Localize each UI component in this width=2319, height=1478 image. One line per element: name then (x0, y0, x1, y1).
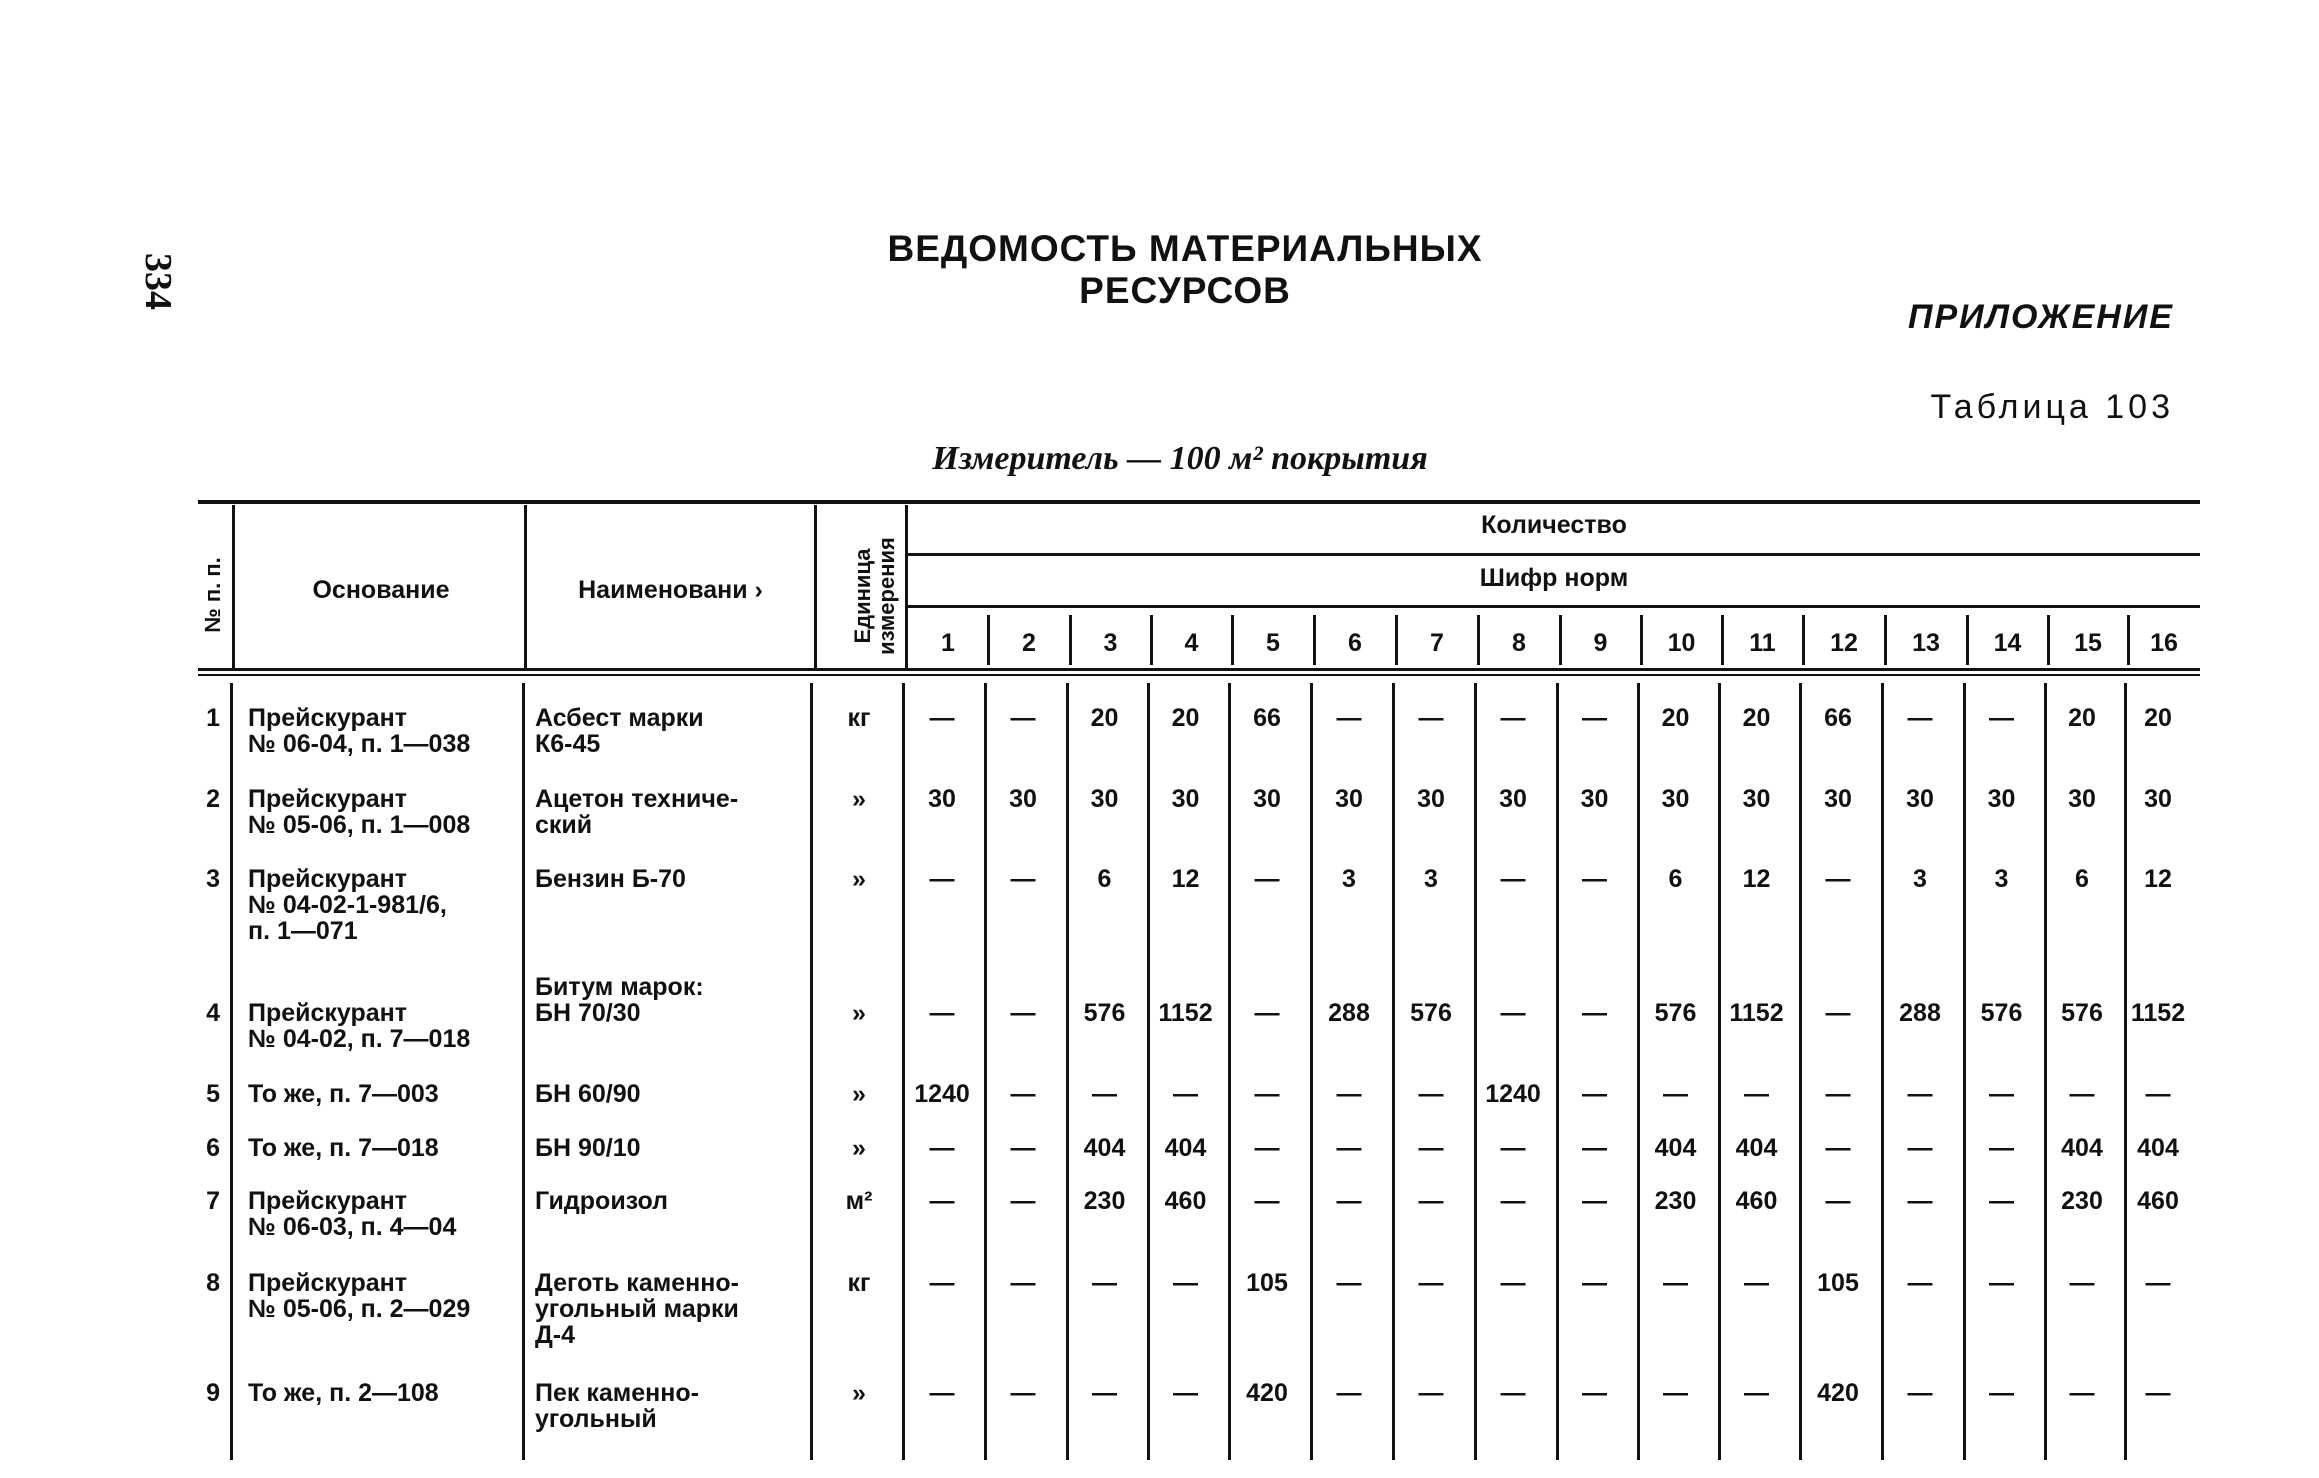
row-unit: м² (845, 1187, 873, 1215)
row-value: — (1010, 1187, 1036, 1215)
row-value: — (1989, 1379, 2014, 1407)
row-value: 3 (1913, 865, 1927, 893)
row-value: — (1582, 1269, 1607, 1297)
row-basis: Прейскурант № 05-06, п. 1—008 (248, 785, 471, 839)
row-value: — (1418, 1134, 1444, 1162)
row-value: 6 (1668, 865, 1683, 893)
row-value: — (1254, 865, 1280, 893)
row-value: 404 (2137, 1134, 2179, 1162)
row-value: 20 (1090, 704, 1119, 732)
row-value: 288 (1899, 999, 1941, 1027)
header-divider (814, 505, 817, 670)
row-value: — (1500, 865, 1526, 893)
row-value: 576 (1083, 999, 1126, 1027)
row-unit: » (852, 1080, 866, 1108)
row-value: — (929, 1379, 955, 1407)
row-value: 66 (1253, 704, 1281, 732)
row-value: — (1989, 1269, 2014, 1297)
row-value: — (1582, 999, 1607, 1027)
row-value: — (1582, 704, 1607, 732)
row-name: Бензин Б-70 (535, 865, 686, 893)
row-number: 4 (206, 999, 220, 1027)
row-unit: » (852, 1379, 866, 1407)
row-value: — (1092, 1379, 1117, 1407)
row-value: 30 (1742, 785, 1771, 813)
row-value: 460 (1164, 1187, 1207, 1215)
row-number: 7 (206, 1187, 220, 1215)
row-unit: » (852, 865, 866, 893)
row-value: 30 (2068, 785, 2096, 813)
norm-column-header: 8 (1512, 628, 1526, 657)
row-value: 460 (1735, 1187, 1778, 1215)
row-value: — (1907, 1379, 1933, 1407)
norm-column-header: 10 (1667, 628, 1696, 657)
measurer-caption: Измеритель — 100 м² покрытия (932, 440, 1428, 477)
row-value: — (1173, 1379, 1198, 1407)
row-value: — (1825, 999, 1851, 1027)
row-value: 3 (1994, 865, 2009, 893)
row-value: — (1010, 1134, 1036, 1162)
row-value: 66 (1824, 704, 1852, 732)
row-number: 1 (206, 704, 220, 732)
row-value: — (1336, 704, 1362, 732)
row-value: — (1254, 1080, 1280, 1108)
row-value: 3 (1424, 865, 1438, 893)
norm-column-header: 3 (1103, 628, 1118, 657)
row-value: — (1582, 865, 1607, 893)
row-value: — (2069, 1269, 2095, 1297)
header-divider (524, 505, 527, 670)
row-value: — (1336, 1379, 1362, 1407)
row-value: — (1907, 1187, 1933, 1215)
norm-column-header: 1 (941, 628, 955, 657)
row-value: 30 (1661, 785, 1690, 813)
row-value: — (929, 1134, 955, 1162)
row-value: 6 (1097, 865, 1112, 893)
row-value: 420 (1817, 1379, 1859, 1407)
row-value: — (2069, 1379, 2095, 1407)
body-divider (522, 683, 525, 1460)
row-value: 30 (1906, 785, 1934, 813)
row-value: 30 (1417, 785, 1445, 813)
row-value: — (1744, 1080, 1769, 1108)
row-unit: » (852, 1134, 866, 1162)
row-number: 6 (206, 1134, 220, 1162)
header-name: Наименовани › (578, 575, 763, 604)
row-value: — (1582, 1080, 1607, 1108)
row-value: — (1663, 1269, 1688, 1297)
row-value: — (929, 1269, 955, 1297)
row-value: 576 (2061, 999, 2103, 1027)
row-basis: Прейскурант № 04-02, п. 7—018 (248, 999, 471, 1053)
row-basis: Прейскурант № 06-04, п. 1—038 (248, 704, 471, 758)
row-value: — (1825, 1187, 1851, 1215)
row-value: — (929, 999, 955, 1027)
row-value: — (2145, 1379, 2171, 1407)
body-divider (230, 683, 233, 1460)
row-value: — (1500, 1134, 1526, 1162)
row-basis: То же, п. 7—003 (248, 1080, 439, 1108)
row-basis: Прейскурант № 04-02-1-981/6, п. 1—071 (248, 865, 447, 945)
row-value: 6 (2075, 865, 2089, 893)
row-value: 404 (1083, 1134, 1126, 1162)
row-value: 20 (1661, 704, 1690, 732)
appendix-label: ПРИЛОЖЕНИЕ (1908, 298, 2174, 336)
row-value: — (1092, 1269, 1117, 1297)
row-value: — (1907, 1269, 1933, 1297)
row-value: — (929, 1187, 955, 1215)
row-value: 12 (1742, 865, 1771, 893)
row-value: — (1500, 999, 1526, 1027)
row-value: 12 (2144, 865, 2172, 893)
row-value: 20 (2144, 704, 2172, 732)
row-value: — (1336, 1187, 1362, 1215)
row-value: — (1254, 999, 1280, 1027)
norm-column-header: 5 (1266, 628, 1280, 657)
row-value: — (1500, 1379, 1526, 1407)
norm-column-header: 16 (2150, 628, 2178, 657)
row-name: БН 90/10 (535, 1134, 641, 1162)
row-value: 1152 (1729, 999, 1784, 1027)
row-value: — (1907, 1134, 1933, 1162)
row-value: — (1582, 1134, 1607, 1162)
row-value: 12 (1171, 865, 1200, 893)
row-value: — (929, 865, 955, 893)
row-unit: » (852, 785, 866, 813)
page-number: 334 (137, 253, 179, 310)
row-value: — (1418, 1269, 1444, 1297)
row-value: 30 (1499, 785, 1527, 813)
row-value: 404 (1654, 1134, 1697, 1162)
row-value: — (1500, 1269, 1526, 1297)
row-value: — (1989, 1134, 2014, 1162)
row-value: 30 (1090, 785, 1119, 813)
header-basis: Основание (312, 575, 450, 604)
norm-column-header: 6 (1348, 628, 1362, 657)
row-name: БН 60/90 (535, 1080, 641, 1108)
row-value: 576 (1654, 999, 1697, 1027)
row-name: Ацетон техниче- ский (535, 785, 739, 839)
norms-rule (908, 605, 2200, 608)
row-value: 460 (2137, 1187, 2179, 1215)
row-value: — (2145, 1269, 2171, 1297)
row-value: 230 (1654, 1187, 1697, 1215)
row-value: 30 (928, 785, 956, 813)
row-name: Битум марок: БН 70/30 (535, 973, 704, 1027)
row-basis: То же, п. 2—108 (248, 1379, 439, 1407)
row-value: 420 (1246, 1379, 1288, 1407)
row-value: — (2069, 1080, 2095, 1108)
row-value: — (1336, 1080, 1362, 1108)
norm-column-header: 11 (1749, 628, 1776, 657)
norm-column-header: 7 (1430, 628, 1444, 657)
row-value: — (1582, 1379, 1607, 1407)
row-value: — (1907, 704, 1933, 732)
row-value: — (2145, 1080, 2171, 1108)
row-value: — (1010, 704, 1036, 732)
row-value: 1152 (2130, 999, 2186, 1027)
row-name: Деготь каменно- угольный марки Д-4 (535, 1269, 739, 1349)
row-value: — (1989, 1080, 2014, 1108)
header-unit: Единица измерения (850, 537, 899, 655)
norm-column-header: 12 (1830, 628, 1858, 657)
row-value: — (1663, 1379, 1688, 1407)
row-value: — (1010, 1080, 1036, 1108)
row-value: — (1418, 1379, 1444, 1407)
body-divider (810, 683, 813, 1460)
row-name: Гидроизол (535, 1187, 669, 1215)
row-value: — (1010, 865, 1036, 893)
row-value: — (1500, 1187, 1526, 1215)
row-value: 105 (1817, 1269, 1859, 1297)
row-value: 30 (2144, 785, 2172, 813)
row-value: 576 (1410, 999, 1452, 1027)
row-value: 288 (1328, 999, 1370, 1027)
header-bottom-rule-2 (198, 674, 2200, 676)
header-bottom-rule (198, 668, 2200, 671)
row-unit: кг (847, 704, 871, 732)
row-number: 3 (206, 865, 220, 893)
row-value: — (1173, 1080, 1198, 1108)
norm-column-header: 15 (2074, 628, 2102, 657)
row-value: 30 (1009, 785, 1037, 813)
row-name: Асбест марки К6-45 (535, 704, 704, 758)
row-value: 105 (1246, 1269, 1288, 1297)
row-value: 1152 (1158, 999, 1213, 1027)
row-unit: кг (847, 1269, 871, 1297)
row-value: — (1663, 1080, 1688, 1108)
row-value: 230 (1083, 1187, 1126, 1215)
row-value: 30 (1987, 785, 2016, 813)
row-value: 404 (1164, 1134, 1207, 1162)
table-top-rule (198, 500, 2200, 504)
row-value: 30 (1253, 785, 1281, 813)
row-number: 5 (206, 1080, 220, 1108)
table-number: Таблица 103 (1930, 388, 2174, 426)
row-value: — (1989, 704, 2014, 732)
quantity-rule (908, 553, 2200, 556)
row-basis: Прейскурант № 06-03, п. 4—04 (248, 1187, 457, 1241)
row-value: — (1825, 865, 1851, 893)
row-value: — (1092, 1080, 1117, 1108)
row-basis: То же, п. 7—018 (248, 1134, 439, 1162)
row-value: — (1989, 1187, 2014, 1215)
row-value: 1240 (914, 1080, 970, 1108)
row-value: 30 (1335, 785, 1363, 813)
row-value: — (1744, 1269, 1769, 1297)
row-value: — (1500, 704, 1526, 732)
row-value: — (1010, 999, 1036, 1027)
row-value: — (1744, 1379, 1769, 1407)
row-value: 20 (1171, 704, 1200, 732)
row-value: — (929, 704, 955, 732)
row-value: — (1418, 1080, 1444, 1108)
row-value: 30 (1824, 785, 1852, 813)
row-value: 230 (2061, 1187, 2103, 1215)
row-value: — (1254, 1134, 1280, 1162)
row-name: Пек каменно- угольный (535, 1379, 699, 1433)
row-value: — (1907, 1080, 1933, 1108)
row-number: 8 (206, 1269, 220, 1297)
row-value: — (1825, 1134, 1851, 1162)
header-norms-code: Шифр норм (1479, 563, 1629, 592)
header-quantity: Количество (1481, 510, 1627, 539)
norm-column-header: 14 (1993, 628, 2022, 657)
row-value: 576 (1980, 999, 2023, 1027)
row-value: — (1173, 1269, 1198, 1297)
row-value: — (1010, 1379, 1036, 1407)
row-value: — (1582, 1187, 1607, 1215)
row-value: — (1418, 1187, 1444, 1215)
row-value: — (1336, 1134, 1362, 1162)
row-value: — (1254, 1187, 1280, 1215)
row-value: 30 (1580, 785, 1609, 813)
row-value: — (1010, 1269, 1036, 1297)
row-basis: Прейскурант № 05-06, п. 2—029 (248, 1269, 471, 1323)
norm-column-header: 9 (1593, 628, 1608, 657)
row-number: 9 (206, 1379, 220, 1407)
row-value: 20 (1742, 704, 1771, 732)
row-value: 3 (1342, 865, 1356, 893)
row-value: 404 (1735, 1134, 1778, 1162)
document-title: ВЕДОМОСТЬ МАТЕРИАЛЬНЫХ РЕСУРСОВ (887, 228, 1483, 311)
row-value: 1240 (1485, 1080, 1541, 1108)
row-value: — (1825, 1080, 1851, 1108)
norm-column-header: 13 (1912, 628, 1940, 657)
row-value: 20 (2068, 704, 2096, 732)
row-unit: » (852, 999, 866, 1027)
row-value: 30 (1171, 785, 1200, 813)
row-value: 404 (2061, 1134, 2103, 1162)
norm-column-header: 2 (1022, 628, 1036, 657)
row-value: — (1336, 1269, 1362, 1297)
row-value: — (1418, 704, 1444, 732)
header-row-no: № п. п. (200, 557, 225, 633)
header-divider (232, 505, 235, 670)
norm-column-header: 4 (1184, 628, 1199, 657)
row-number: 2 (206, 785, 220, 813)
